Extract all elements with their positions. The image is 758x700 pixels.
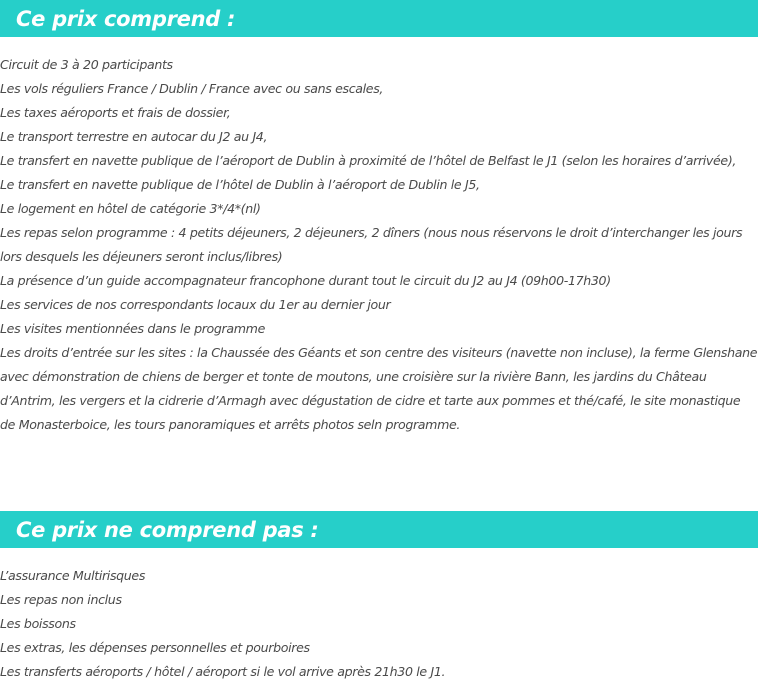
list-item: Les boissons xyxy=(0,616,76,631)
list-item: Le transfert en navette publique de l’hôtel de Dublin à l’aéroport de Dublin le J5, xyxy=(0,177,480,192)
list-item: Le logement en hôtel de catégorie 3*/4*(nl) xyxy=(0,201,261,216)
list-item: Les transferts aéroports / hôtel / aéroport si le vol arrive après 21h30 le J1. xyxy=(0,664,446,679)
list-item: L’assurance Multirisques xyxy=(0,568,146,583)
excludes-list xyxy=(0,564,758,684)
list-item: Les visites mentionnées dans le programme xyxy=(0,321,265,336)
list-item: Le transfert en navette publique de l’aéroport de Dublin à proximité de l’hôtel de Belfast le J1 (selon les horaires d’arrivée), xyxy=(0,153,737,168)
includes-header xyxy=(0,0,758,37)
list-item: Le transport terrestre en autocar du J2 au J4, xyxy=(0,129,268,144)
list-item: La présence d’un guide accompagnateur francophone durant tout le circuit du J2 au J4 (09h00-17h30) xyxy=(0,273,611,288)
list-item: Les services de nos correspondants locaux du 1er au dernier jour xyxy=(0,297,391,312)
excludes-section xyxy=(0,511,758,684)
list-item: Les vols réguliers France / Dublin / France avec ou sans escales, xyxy=(0,81,384,96)
excludes-title: Ce prix ne comprend pas : xyxy=(16,517,319,542)
list-item: Les extras, les dépenses personnelles et pourboires xyxy=(0,640,310,655)
list-item: Les droits d’entrée sur les sites : la Chaussée des Géants et son centre des visiteurs (navette non incluse), la ferme Glenshane avec démonstration de chiens de berger et tonte de moutons, une croisière sur la rivière Bann, les jardins du Château d’Antrim, les vergers et la cidrerie d’Armagh avec dégustation de cidre et tarte aux pommes et thé/café, le site monastique de Monasterboice, les tours panoramiques et arrêts photos seln programme. xyxy=(0,345,758,432)
list-item: Les taxes aéroports et frais de dossier, xyxy=(0,105,231,120)
excludes-header xyxy=(0,511,758,548)
list-item: Les repas non inclus xyxy=(0,592,122,607)
list-item: Les repas selon programme : 4 petits déjeuners, 2 déjeuners, 2 dîners (nous nous réservons le droit d’interchanger les jours lors desquels les déjeuners seront inclus/libres) xyxy=(0,225,743,264)
includes-title: Ce prix comprend : xyxy=(16,6,236,31)
list-item: Circuit de 3 à 20 participants xyxy=(0,57,173,72)
includes-list xyxy=(0,53,758,437)
